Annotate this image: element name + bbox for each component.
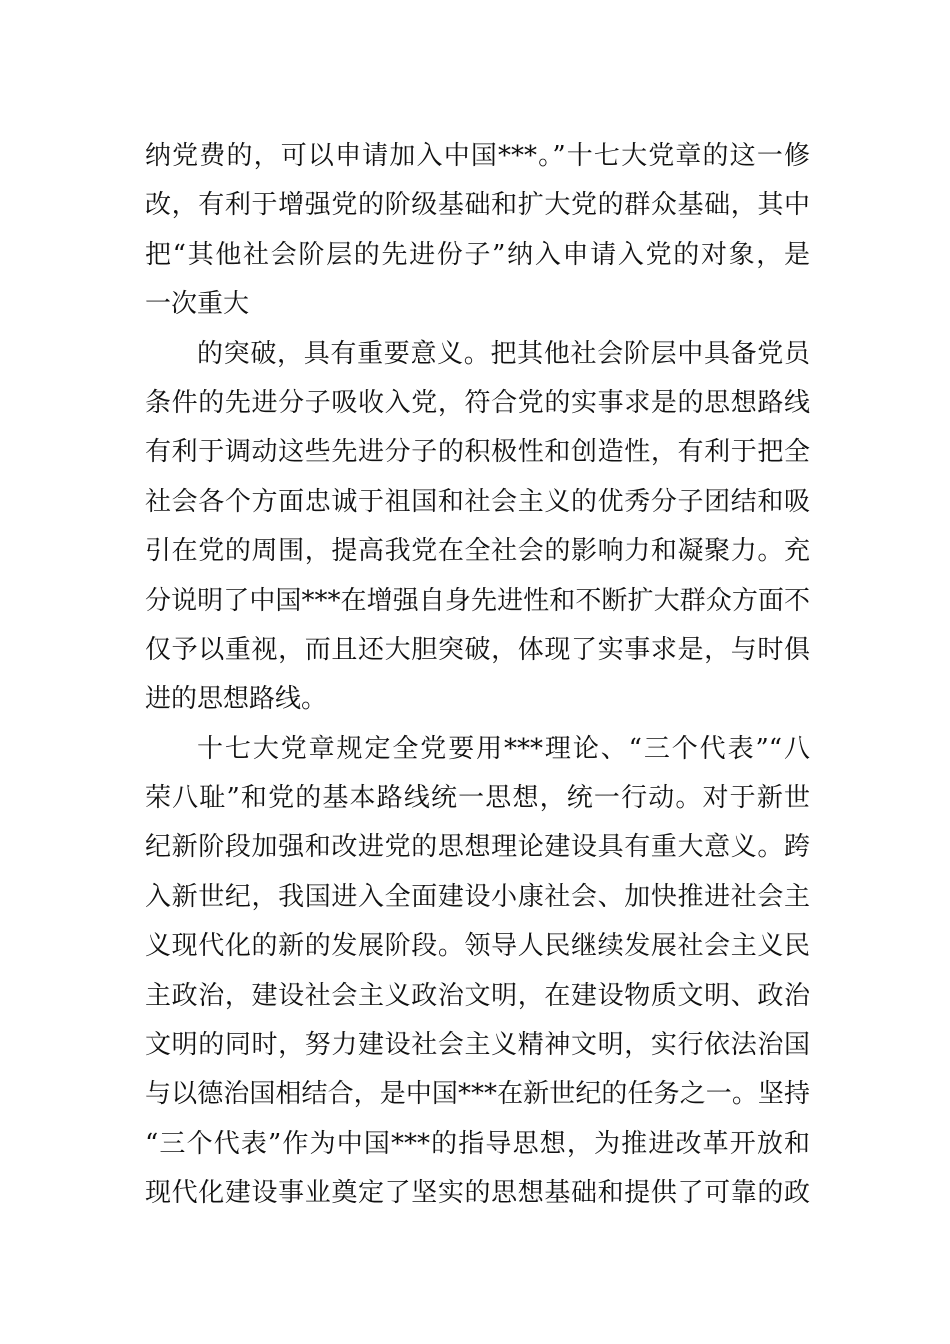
text-line: 条件的先进分子吸收入党，符合党的实事求是的思想路线: [145, 387, 810, 418]
text-line: 荣八耻”和党的基本路线统一思想，统一行动。对于新世: [145, 783, 810, 814]
text-line: 纪新阶段加强和改进党的思想理论建设具有重大意义。跨: [145, 832, 810, 863]
text-line: 仅予以重视，而且还大胆突破，体现了实事求是，与时俱: [145, 634, 810, 665]
text-line: 义现代化的新的发展阶段。领导人民继续发展社会主义民: [145, 931, 810, 962]
text-line: 社会各个方面忠诚于祖国和社会主义的优秀分子团结和吸: [145, 486, 810, 517]
text-line: 与以德治国相结合，是中国***在新世纪的任务之一。坚持: [145, 1079, 810, 1110]
document-body: [145, 132, 810, 1219]
text-line: 十七大党章规定全党要用***理论、“三个代表”“八: [197, 733, 810, 764]
text-line: 进的思想路线。: [145, 684, 328, 715]
text-line: 改，有利于增强党的阶级基础和扩大党的群众基础，其中: [145, 190, 810, 221]
text-line: 主政治，建设社会主义政治文明，在建设物质文明、政治: [145, 980, 810, 1011]
text-line: 纳党费的，可以申请加入中国***。”十七大党章的这一修: [145, 141, 810, 171]
text-line: 的突破，具有重要意义。把其他社会阶层中具备党员: [197, 338, 810, 369]
text-line: 一次重大: [145, 289, 250, 320]
text-line: 文明的同时，努力建设社会主义精神文明，实行依法治国: [145, 1030, 810, 1061]
text-line: 引在党的周围，提高我党在全社会的影响力和凝聚力。充: [145, 536, 810, 567]
text-line: 入新世纪，我国进入全面建设小康社会、加快推进社会主: [145, 881, 810, 912]
text-line: 分说明了中国***在增强自身先进性和不断扩大群众方面不: [145, 585, 810, 616]
text-line: “三个代表”作为中国***的指导思想，为推进改革开放和: [145, 1128, 810, 1159]
text-line: 现代化建设事业奠定了坚实的思想基础和提供了可靠的政: [145, 1178, 810, 1209]
text-line: 有利于调动这些先进分子的积极性和创造性，有利于把全: [145, 437, 810, 468]
text-line: 把“其他社会阶层的先进份子”纳入申请入党的对象，是: [145, 239, 810, 270]
